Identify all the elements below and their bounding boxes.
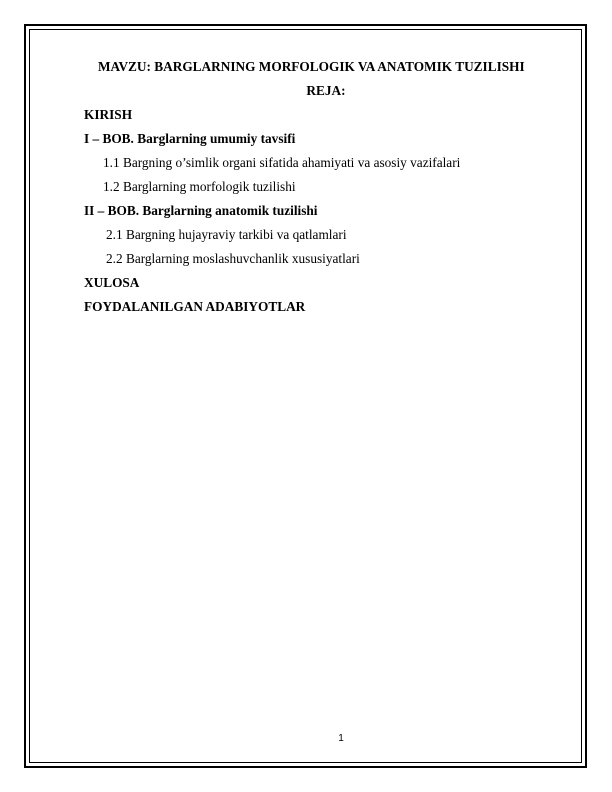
outline-conclusion: XULOSA [84, 275, 140, 290]
outline-section-2-2: 2.2 Barglarning moslashuvchanlik xususiyatlari [106, 251, 360, 266]
outline-section-1-1: 1.1 Bargning o’simlik organi sifatida ahamiyati va asosiy vazifalari [103, 155, 461, 170]
plan-heading: REJA: [306, 83, 346, 98]
outline-chapter-2 [84, 203, 318, 219]
outline-chapter-1 [84, 131, 295, 147]
outline-section-2-1: 2.1 Bargning hujayraviy tarkibi va qatlamlari [106, 227, 347, 242]
chapter-2-title: Barglarning anatomik tuzilishi [142, 203, 318, 218]
chapter-1-label: I – BOB. [84, 131, 134, 146]
document-title: MAVZU: BARGLARNING MORFOLOGIK VA ANATOMIK TUZILISHI [98, 59, 525, 74]
page-number: 1 [338, 733, 344, 744]
outline-references: FOYDALANILGAN ADABIYOTLAR [84, 299, 306, 314]
chapter-1-title: Barglarning umumiy tavsifi [137, 131, 296, 146]
chapter-2-label: II – BOB. [84, 203, 140, 218]
outline-section-1-2: 1.2 Barglarning morfologik tuzilishi [103, 179, 296, 194]
outline-intro: KIRISH [84, 107, 133, 122]
